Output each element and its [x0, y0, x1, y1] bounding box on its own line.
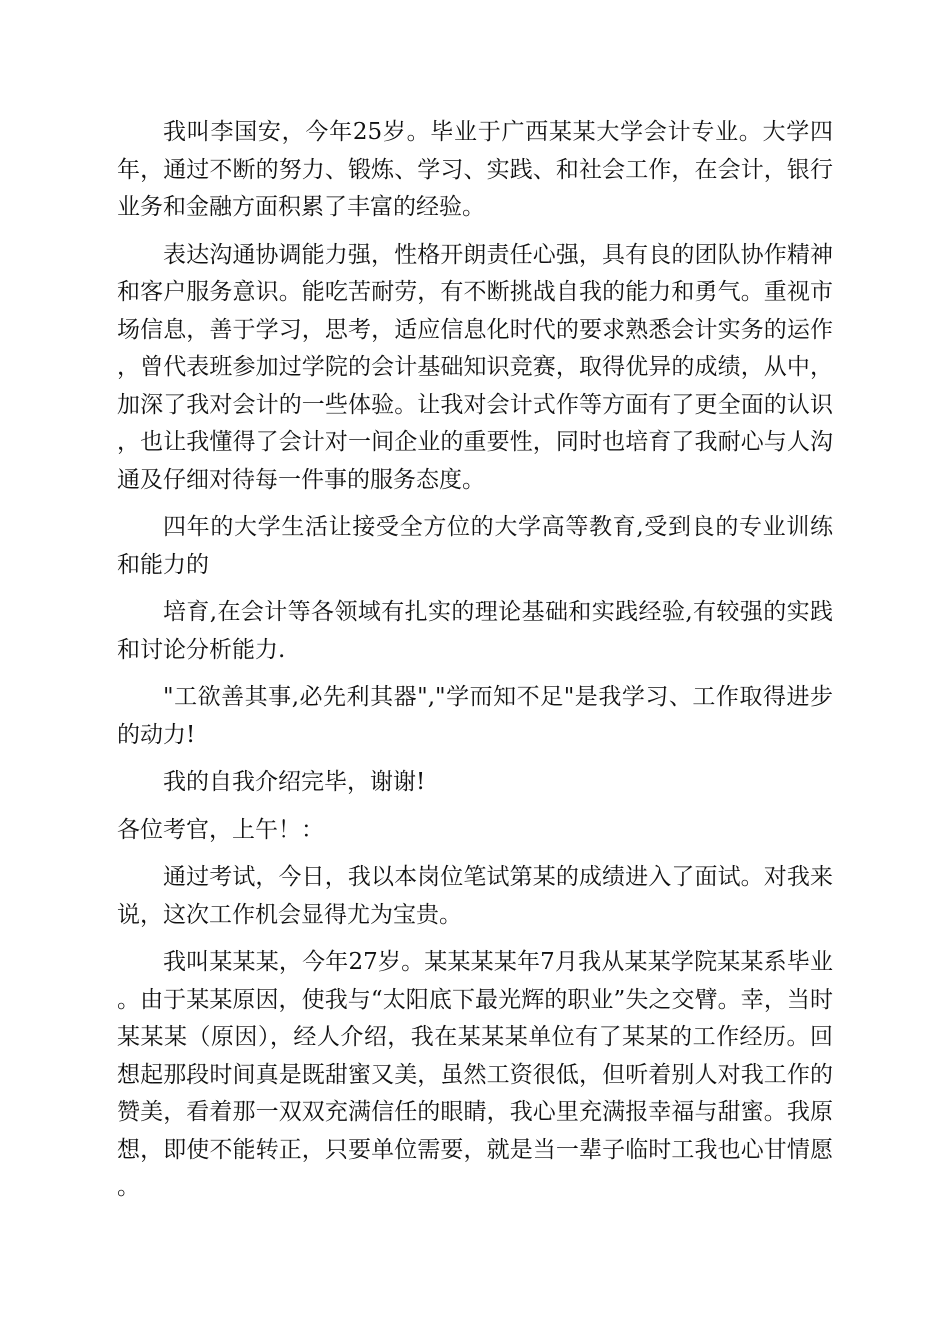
paragraph-self-intro-4: 培育,在会计等各领域有扎实的理论基础和实践经验,有较强的实践和讨论分析能力.: [117, 599, 833, 663]
paragraph-self-intro-3: 四年的大学生活让接受全方位的大学高等教育,受到良的专业训练和能力的: [117, 514, 833, 578]
paragraph-closing: 我的自我介绍完毕，谢谢!: [163, 769, 426, 795]
paragraph-interview-background: 我叫某某某，今年27岁。某某某某年7月我从某某学院某某系毕业。由于某某原因，使我与“太阳底下最光辉的职业”失之交臂。幸，当时某某某（原因），经人介绍，我在某某某单位有了某某的工作经历。回想起那段时间真是既甜蜜又美，虽然工资很低，但听着别人对我工作的赞美，看着那一双双充满信任的眼睛，我心里充满报幸福与甜蜜。我原想，即使不能转正，只要单位需要，就是当一辈子临时工我也心甘情愿。: [117, 949, 833, 1200]
paragraph-self-intro-1: 我叫李国安，今年25岁。毕业于广西某某大学会计专业。大学四年，通过不断的努力、锻炼、学习、实践、和社会工作，在会计，银行业务和金融方面积累了丰富的经验。: [117, 119, 833, 220]
paragraph-interview-intro: 通过考试，今日，我以本岗位笔试第某的成绩进入了面试。对我来说，这次工作机会显得尤为宝贵。: [117, 864, 833, 928]
document-body: [117, 114, 833, 1217]
paragraph-self-intro-2: 表达沟通协调能力强，性格开朗责任心强，具有良的团队协作精神和客户服务意识。能吃苦耐劳，有不断挑战自我的能力和勇气。重视市场信息，善于学习，思考，适应信息化时代的要求熟悉会计实务的运作，曾代表班参加过学院的会计基础知识竞赛，取得优异的成绩，从中，加深了我对会计的一些体验。让我对会计式作等方面有了更全面的认识，也让我懂得了会计对一间企业的重要性，同时也培育了我耐心与人沟通及仔细对待每一件事的服务态度。: [117, 241, 833, 493]
paragraph-motto: "工欲善其事,必先利其器","学而知不足"是我学习、工作取得进步的动力!: [117, 684, 833, 748]
paragraph-greeting: 各位考官，上午！：: [117, 816, 324, 843]
